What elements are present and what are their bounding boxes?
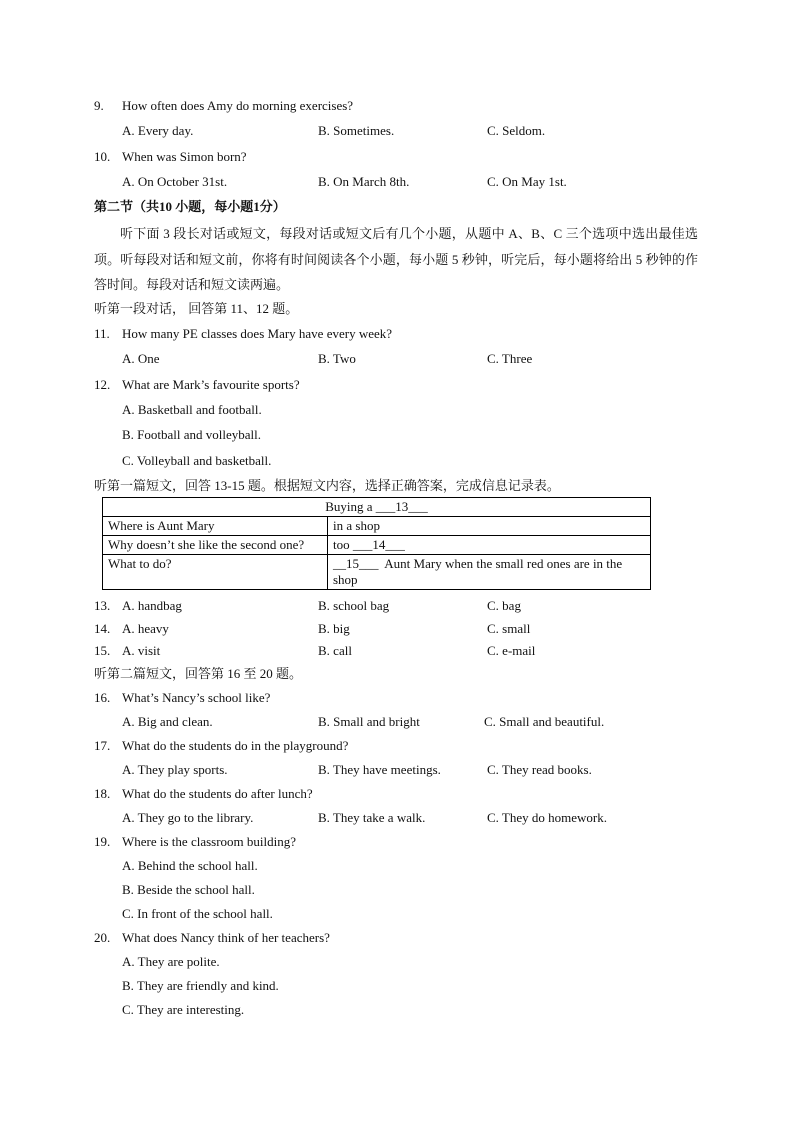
option-b: B. Beside the school hall.: [122, 882, 255, 897]
option-a: A. One: [122, 351, 160, 366]
option-c: C. e-mail: [487, 643, 536, 658]
option-c: C. They are interesting.: [122, 1002, 245, 1017]
row-value-text: Aunt Mary when the small red ones are in the shop: [333, 556, 626, 587]
question-text: How often does Amy do morning exercises?: [122, 98, 354, 113]
option-a: A. On October 31st.: [122, 174, 228, 189]
option-c: C. On May 1st.: [487, 174, 567, 189]
question-number: 18.: [94, 786, 111, 801]
question-text: What’s Nancy’s school like?: [122, 690, 271, 705]
option-a: A. handbag: [122, 598, 182, 613]
option-b: B. call: [318, 643, 352, 658]
question-number: 16.: [94, 690, 111, 705]
question-text: When was Simon born?: [122, 149, 247, 164]
row-value: [328, 536, 651, 555]
blank-14: ___14___: [352, 537, 405, 552]
passage-intro: 听第一篇短文，回答 13-15 题。根据短文内容，选择正确答案，完成信息记录表。: [94, 478, 560, 493]
option-c: C. Volleyball and basketball.: [122, 453, 272, 468]
option-a: A. They play sports.: [122, 762, 228, 777]
table-header-row: [103, 498, 651, 517]
option-c: C. They do homework.: [487, 810, 607, 825]
option-a: A. visit: [122, 643, 161, 658]
question-text: Where is the classroom building?: [122, 834, 297, 849]
option-a: A. heavy: [122, 621, 169, 636]
question-number: 11.: [94, 326, 110, 341]
option-c: C. Seldom.: [487, 123, 546, 138]
question-number: 9.: [94, 98, 104, 113]
blank-13: ___13___: [375, 499, 428, 514]
row-value-text: in a shop: [333, 518, 380, 533]
option-b: B. Small and bright: [318, 714, 420, 729]
table-title-text: Buying a: [325, 499, 373, 514]
option-b: B. On March 8th.: [318, 174, 410, 189]
option-b: B. school bag: [318, 598, 390, 613]
question-number: 12.: [94, 377, 111, 392]
question-number: 14.: [94, 621, 111, 636]
table-row: [103, 517, 651, 536]
section-heading: 第二节（共10 小题，每小题1分）: [94, 199, 286, 214]
row-value: [328, 555, 651, 590]
option-b: B. They have meetings.: [318, 762, 441, 777]
question-number: 10.: [94, 149, 111, 164]
option-c: C. They read books.: [487, 762, 592, 777]
question-number: 17.: [94, 738, 111, 753]
section-instructions: 听下面 3 段长对话或短文，每段对话或短文后有几个小题，从题中 A、B、C 三个选项中选出最佳选项。听每段对话和短文前，你将有时间阅读各个小题，每小题 5 秒钟，听完后，每小题将给出 5 秒钟的作答时间。每段对话和短文读两遍。: [94, 226, 698, 292]
option-b: B. Two: [318, 351, 356, 366]
question-text: What does Nancy think of her teachers?: [122, 930, 330, 945]
row-label: Why doesn’t she like the second one?: [103, 536, 328, 555]
option-c: C. small: [487, 621, 531, 636]
row-label: What to do?: [103, 555, 328, 590]
option-c: C. bag: [487, 598, 521, 613]
table-row: [103, 555, 651, 590]
option-c: C. Small and beautiful.: [484, 714, 605, 729]
question-number: 15.: [94, 643, 111, 658]
row-label: Where is Aunt Mary: [103, 517, 328, 536]
option-b: B. They take a walk.: [318, 810, 426, 825]
option-a: A. They go to the library.: [122, 810, 254, 825]
table-title: [103, 498, 651, 517]
option-c: C. Three: [487, 351, 533, 366]
question-text: What do the students do in the playground?: [122, 738, 349, 753]
option-b: B. Sometimes.: [318, 123, 395, 138]
option-b: B. big: [318, 621, 350, 636]
option-a: A. They are polite.: [122, 954, 220, 969]
question-number: 19.: [94, 834, 111, 849]
info-record-table: [102, 497, 651, 590]
question-text: How many PE classes does Mary have every week?: [122, 326, 393, 341]
blank-15: __15___: [333, 556, 379, 571]
table-row: [103, 536, 651, 555]
option-a: A. Big and clean.: [122, 714, 213, 729]
option-a: A. Every day.: [122, 123, 194, 138]
option-a: A. Behind the school hall.: [122, 858, 258, 873]
question-text: What are Mark’s favourite sports?: [122, 377, 300, 392]
question-number: 20.: [94, 930, 111, 945]
dialog-intro: 听第一段对话， 回答第 11、12 题。: [94, 301, 299, 316]
option-b: B. Football and volleyball.: [122, 427, 262, 442]
passage-intro: 听第二篇短文，回答第 16 至 20 题。: [94, 666, 303, 681]
option-a: A. Basketball and football.: [122, 402, 262, 417]
question-number: 13.: [94, 598, 111, 613]
question-text: What do the students do after lunch?: [122, 786, 313, 801]
row-value-text: too: [333, 537, 350, 552]
row-value: [328, 517, 651, 536]
option-c: C. In front of the school hall.: [122, 906, 273, 921]
option-b: B. They are friendly and kind.: [122, 978, 279, 993]
